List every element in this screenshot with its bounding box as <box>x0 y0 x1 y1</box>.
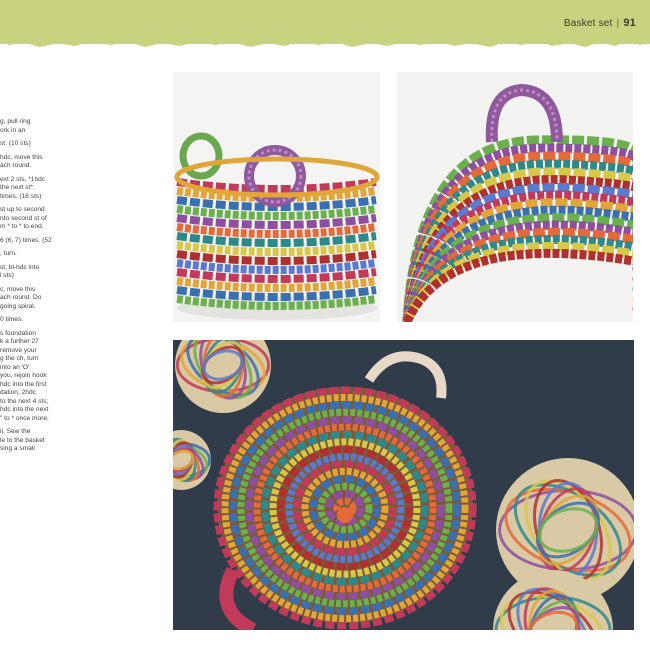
basket-handle-closeup-photo <box>397 72 633 322</box>
pattern-line: remove your <box>0 346 37 354</box>
pattern-paragraph <box>0 154 162 171</box>
pattern-paragraph <box>0 237 162 246</box>
pattern-paragraph <box>0 428 162 454</box>
pattern-line: k a further 27 <box>0 338 39 345</box>
pattern-line: st. (10 sts) <box>0 140 31 147</box>
pattern-line: l sts) <box>0 272 14 279</box>
pattern-paragraph <box>0 264 162 281</box>
pattern-line: nto second st of <box>0 214 47 222</box>
pattern-text-column <box>0 118 162 459</box>
pattern-line: st up to second <box>0 206 45 213</box>
pattern-line: ach round. <box>0 162 32 169</box>
pattern-line: st, bl-hdc into <box>0 263 40 271</box>
pattern-line: the next st*; <box>0 184 35 191</box>
pattern-line: 0 times. <box>0 316 24 323</box>
pattern-line: g, pull ring <box>0 118 31 125</box>
header-divider: | <box>616 18 620 29</box>
pattern-line: times. (16 sts) <box>0 192 42 200</box>
pattern-paragraph <box>0 118 162 135</box>
pattern-line: hdc, move this <box>0 153 43 161</box>
pattern-line: dation, 2hdc <box>0 389 36 396</box>
pattern-line: ext 2 sts, *1hdc <box>0 175 46 183</box>
pattern-paragraph <box>0 286 162 312</box>
pattern-line: going spiral. <box>0 302 36 310</box>
pattern-line: 6 (6, 7) times. (52 <box>0 236 52 244</box>
basket-side-view-photo <box>173 72 380 322</box>
banner-torn-edge <box>0 36 650 50</box>
pattern-paragraph <box>0 330 162 424</box>
pattern-paragraph <box>0 176 162 202</box>
pattern-line: c, move this <box>0 285 36 293</box>
page-number: 91 <box>623 17 636 29</box>
pattern-paragraph <box>0 316 162 325</box>
pattern-line: hdc into the first <box>0 380 47 388</box>
pattern-line: you, rejoin hook <box>0 372 47 379</box>
running-header <box>564 17 636 29</box>
pattern-line: " to * once more. <box>0 414 49 422</box>
pattern-paragraph <box>0 250 162 259</box>
pattern-line: into an 'O' <box>0 363 30 371</box>
pattern-paragraph <box>0 206 162 232</box>
pattern-line: m * to * to end. <box>0 223 44 230</box>
pattern-line: ork in an <box>0 126 26 134</box>
pattern-line: ach round. Do <box>0 294 42 301</box>
basket-top-view-with-yarn-photo <box>173 340 634 630</box>
pattern-line: il. Sew the <box>0 428 31 435</box>
pattern-line: le to the basket <box>0 436 45 444</box>
pattern-line: s foundation <box>0 329 36 337</box>
pattern-line: sing a small <box>0 445 35 452</box>
pattern-line: hdc into the next <box>0 406 49 413</box>
pattern-line: g the ch, turn <box>0 355 39 362</box>
pattern-line: , turn. <box>0 250 17 257</box>
pattern-paragraph <box>0 140 162 149</box>
pattern-line: to the next 4 sts; <box>0 397 49 405</box>
section-title: Basket set <box>563 18 613 29</box>
